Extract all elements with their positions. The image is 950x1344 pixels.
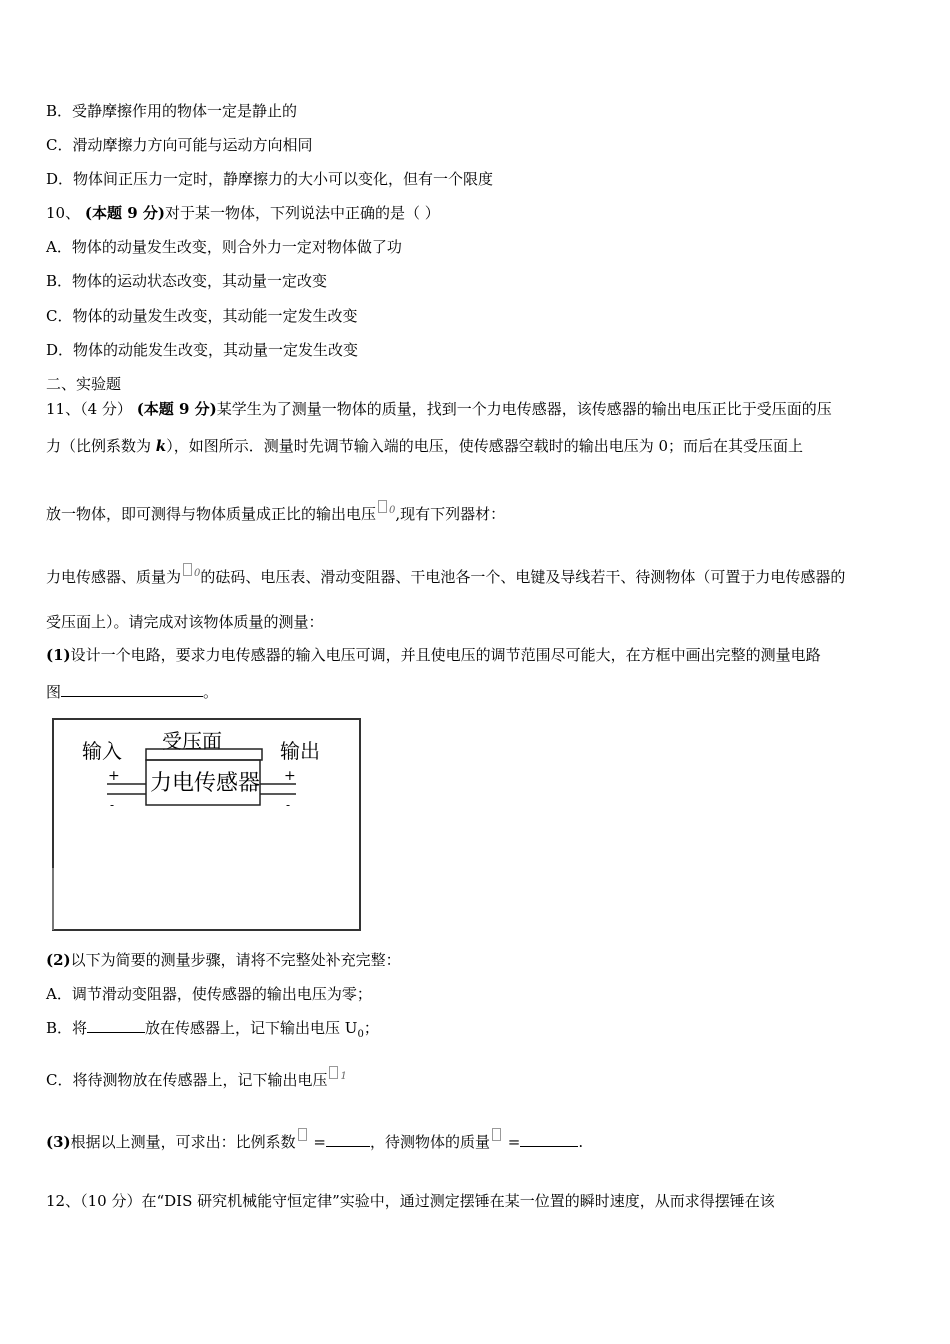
step-b-subscript: 0 bbox=[357, 1029, 364, 1040]
part-1-text: 设计一个电路，要求力电传感器的输入电压可调，并且使电压的调节范围尽可能大，在方框中画出完整的测量电路 bbox=[70, 646, 821, 664]
part-2-number: (2) bbox=[46, 951, 71, 969]
q11-part-3 bbox=[46, 1128, 583, 1152]
part-3-text-a: 根据以上测量，可求出：比例系数 bbox=[70, 1133, 296, 1151]
sensor-label: 力电传感器 bbox=[150, 770, 261, 795]
answer-blank-step-b[interactable] bbox=[87, 1018, 145, 1033]
part-3-text-b: ，待测物体的质量 bbox=[370, 1133, 491, 1151]
part-3-number: (3) bbox=[46, 1133, 71, 1151]
q11-text-1: 某学生为了测量一物体的质量，找到一个力电传感器，该传感器的输出电压正比于受压面的压 bbox=[216, 400, 832, 418]
q11-text-2a: 力（比例系数为 bbox=[46, 437, 156, 455]
output-label: 输出 bbox=[280, 741, 320, 763]
part-3-eq-1: = bbox=[308, 1133, 326, 1151]
q11-part-2 bbox=[46, 950, 401, 970]
q11-text-3a: 放一物体，即可测得与物体质量成正比的输出电压 bbox=[46, 505, 377, 523]
q10-option-d: D．物体的动能发生改变，其动量一定发生改变 bbox=[46, 341, 359, 359]
input-minus: - bbox=[110, 798, 115, 812]
surface-label: 受压面 bbox=[162, 731, 222, 753]
q11-line-5: 受压面上）。请完成对该物体质量的测量： bbox=[46, 613, 324, 631]
answer-blank-k[interactable] bbox=[326, 1132, 370, 1147]
q10-stem-text: 对于某一物体，下列说法中正确的是（ ） bbox=[164, 204, 440, 222]
part-1-number: (1) bbox=[46, 646, 71, 664]
q11-number: 11、（4 分） bbox=[46, 400, 132, 418]
u1-symbol: 1 bbox=[340, 1071, 347, 1082]
missing-glyph-icon bbox=[298, 1128, 307, 1141]
section-heading: 二、实验题 bbox=[46, 375, 122, 393]
step-b-text-a: B．将 bbox=[46, 1019, 88, 1037]
q10-option-b: B．物体的运动状态改变，其动量一定改变 bbox=[46, 272, 328, 290]
q10-option-a: A．物体的动量发生改变，则合外力一定对物体做了功 bbox=[46, 238, 402, 256]
q11-text-4a: 力电传感器、质量为 bbox=[46, 568, 182, 586]
input-label: 输入 bbox=[82, 741, 122, 763]
part-1-end: 。 bbox=[203, 683, 219, 701]
step-b-text-b: 放在传感器上，记下输出电压 U bbox=[145, 1019, 358, 1037]
q9-option-b: B．受静摩擦作用的物体一定是静止的 bbox=[46, 102, 298, 120]
answer-blank-circuit[interactable] bbox=[61, 682, 203, 697]
q10-score-tag: (本题 9 分) bbox=[84, 204, 165, 222]
q12-stem: 12、（10 分）在“DIS 研究机械能守恒定律”实验中，通过测定摆锤在某一位置的瞬时速度，从而求得摆锤在该 bbox=[46, 1192, 775, 1210]
missing-glyph-icon bbox=[329, 1066, 338, 1079]
step-b-end: ； bbox=[363, 1019, 379, 1037]
missing-glyph-icon bbox=[492, 1128, 501, 1141]
output-minus: - bbox=[286, 798, 291, 812]
step-c-text: C．将待测物放在传感器上，记下输出电压 bbox=[46, 1071, 328, 1089]
step-c bbox=[46, 1066, 347, 1090]
u0-symbol: 0 bbox=[389, 505, 396, 516]
q11-text-4b: 的砝码、电压表、滑动变阻器、干电池各一个、电键及导线若干、待测物体（可置于力电传感器的 bbox=[200, 568, 846, 586]
q11-part-1 bbox=[46, 645, 821, 665]
q11-text-3b: ,现有下列器材： bbox=[395, 505, 506, 523]
part-2-text: 以下为简要的测量步骤，请将不完整处补充完整： bbox=[70, 951, 401, 969]
sensor-figure bbox=[52, 718, 362, 932]
m0-symbol: 0 bbox=[194, 568, 201, 579]
q9-option-d: D．物体间正压力一定时，静摩擦力的大小可以变化，但有一个限度 bbox=[46, 170, 494, 188]
q11-line-1 bbox=[46, 399, 832, 419]
part-1-text-cont: 图 bbox=[46, 683, 62, 701]
q10-stem bbox=[46, 203, 440, 223]
missing-glyph-icon bbox=[183, 563, 192, 576]
q10-number: 10、 bbox=[46, 204, 81, 222]
q10-option-c: C．物体的动量发生改变，其动能一定发生改变 bbox=[46, 307, 358, 325]
q11-text-2b: ），如图所示．测量时先调节输入端的电压，使传感器空载时的输出电压为 0；而后在其受压面上 bbox=[166, 437, 804, 455]
q11-score-tag: (本题 9 分) bbox=[136, 400, 217, 418]
q11-k-symbol: k bbox=[155, 437, 167, 455]
step-b bbox=[46, 1018, 379, 1045]
q11-line-3 bbox=[46, 500, 505, 524]
step-a: A．调节滑动变阻器，使传感器的输出电压为零； bbox=[46, 985, 372, 1003]
q11-line-4 bbox=[46, 563, 845, 587]
part-3-eq-2: = bbox=[503, 1133, 521, 1151]
input-plus: + bbox=[108, 768, 120, 784]
q9-option-c: C．滑动摩擦力方向可能与运动方向相同 bbox=[46, 136, 313, 154]
output-plus: + bbox=[284, 768, 296, 784]
q11-part-1-cont bbox=[46, 682, 218, 702]
answer-blank-mass[interactable] bbox=[520, 1132, 578, 1147]
part-3-end: . bbox=[578, 1133, 584, 1151]
q11-line-2 bbox=[46, 436, 803, 456]
missing-glyph-icon bbox=[378, 500, 387, 513]
